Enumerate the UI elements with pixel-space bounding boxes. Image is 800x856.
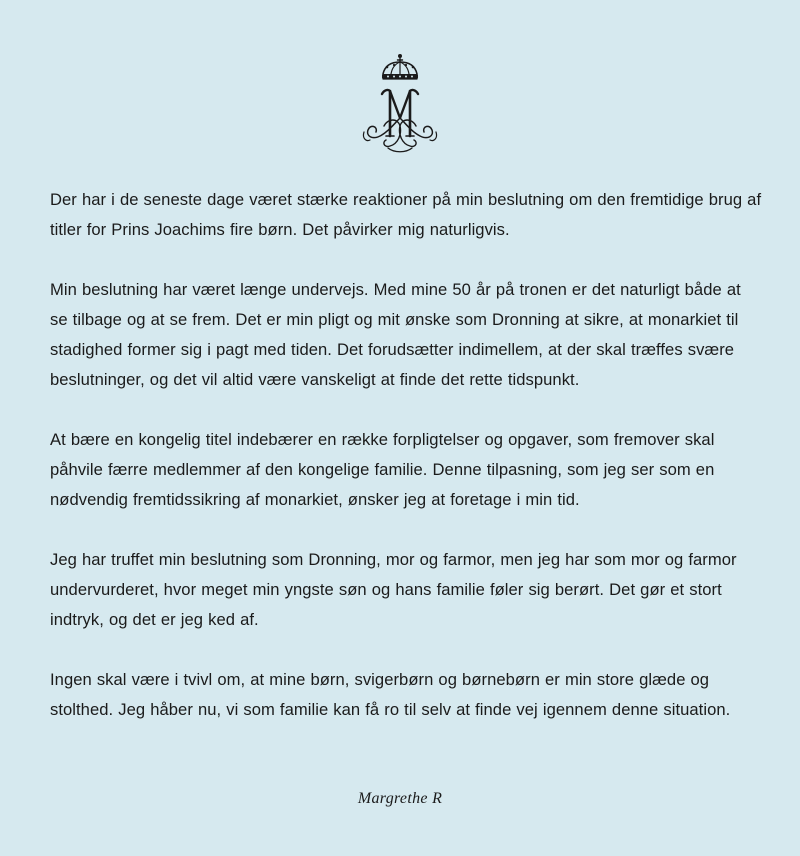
letter-line: påhvile færre medlemmer af den kongelige familie. Denne tilpasning, som jeg ser som en	[50, 460, 715, 479]
letter-line: undervurderet, hvor meget min yngste søn og hans familie føler sig berørt. Det gør et stort	[50, 580, 722, 599]
letter-line: Ingen skal være i tvivl om, at mine børn, svigerbørn og børnebørn er min store glæde og	[50, 670, 710, 689]
letter-line: stadighed former sig i pagt med tiden. Det forudsætter indimellem, at der skal træffes svære	[50, 340, 735, 359]
letter-paragraph	[50, 185, 760, 245]
signature: Margrethe R	[357, 790, 443, 807]
letter-line: Der har i de seneste dage været stærke reaktioner på min beslutning om den fremtidige brug af	[50, 190, 762, 209]
letter-line: nødvendig fremtidssikring af monarkiet, ønsker jeg at foretage i min tid.	[50, 490, 580, 509]
letter-line: Jeg har truffet min beslutning som Dronning, mor og farmor, men jeg har som mor og farmor	[50, 550, 737, 569]
letter-line: se tilbage og at se frem. Det er min pligt og mit ønske som Dronning at sikre, at monarkiet til	[50, 310, 739, 329]
letter-line: indtryk, og det er jeg ked af.	[50, 610, 259, 629]
letter-line: beslutninger, og det vil altid være vanskeligt at finde det rette tidspunkt.	[50, 370, 580, 389]
letter-paragraph	[50, 545, 760, 635]
crown-icon	[382, 54, 418, 79]
monogram-flourish-icon	[363, 118, 436, 152]
royal-monogram-crown-icon	[358, 52, 442, 156]
letter-line: titler for Prins Joachims fire børn. Det påvirker mig naturligvis.	[50, 220, 510, 239]
letter-paragraph	[50, 275, 760, 395]
letter-paragraph	[50, 425, 760, 515]
letter-body	[50, 185, 760, 755]
letter-paragraph	[50, 665, 760, 725]
letter-line: Min beslutning har været længe undervejs. Med mine 50 år på tronen er det naturligt både at	[50, 280, 741, 299]
letter-line: stolthed. Jeg håber nu, vi som familie kan få ro til selv at finde vej igennem denne situation.	[50, 700, 731, 719]
letter-line: At bære en kongelig titel indebærer en række forpligtelser og opgaver, som fremover skal	[50, 430, 715, 449]
